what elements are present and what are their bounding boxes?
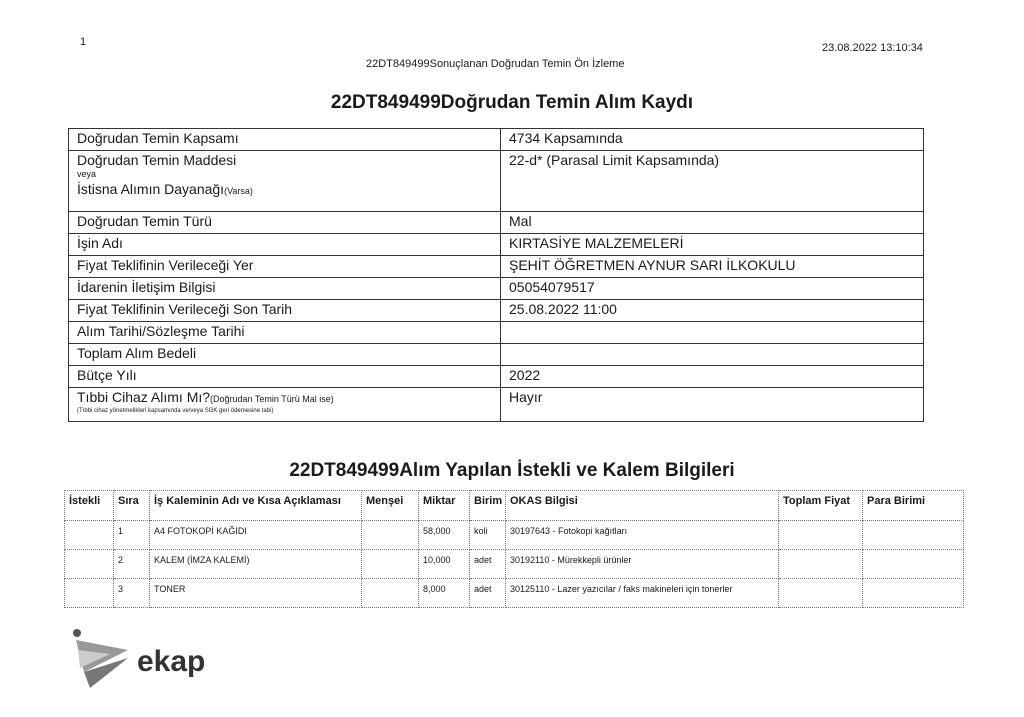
cell-qty: 58,000 bbox=[419, 521, 470, 550]
col-header-name: İş Kaleminin Adı ve Kısa Açıklaması bbox=[150, 491, 362, 521]
purchase-date-value bbox=[501, 322, 924, 344]
budget-value: 2022 bbox=[501, 366, 924, 388]
items-header-row bbox=[65, 491, 964, 521]
cell-unit: adet bbox=[470, 579, 506, 608]
record-title: 22DT849499Doğrudan Temin Alım Kaydı bbox=[330, 92, 694, 113]
cell-qty: 8,000 bbox=[419, 579, 470, 608]
cell-unit: adet bbox=[470, 550, 506, 579]
col-header-origin: Menşei bbox=[362, 491, 419, 521]
cell-origin bbox=[362, 521, 419, 550]
purchase-date-label: Alım Tarihi/Sözleşme Tarihi bbox=[69, 322, 501, 344]
cell-total bbox=[779, 521, 863, 550]
contact-label: İdarenin İletişim Bilgisi bbox=[69, 278, 501, 300]
table-row bbox=[65, 550, 964, 579]
cell-name: KALEM (İMZA KALEMİ) bbox=[150, 550, 362, 579]
medical-note: (Doğrudan Temin Türü Mal ise) bbox=[210, 394, 334, 404]
total-value bbox=[501, 344, 924, 366]
col-header-total: Toplam Fiyat bbox=[779, 491, 863, 521]
cell-currency bbox=[863, 521, 964, 550]
article-label: Doğrudan Temin Maddesi bbox=[77, 152, 237, 168]
exception-label: İstisna Alımın Dayanağı bbox=[77, 181, 225, 197]
scope-label: Doğrudan Temin Kapsamı bbox=[69, 129, 501, 151]
col-header-bidder: İstekli bbox=[65, 491, 114, 521]
print-header: 22DT849499Sonuçlanan Doğrudan Temin Ön İzleme bbox=[366, 58, 625, 70]
place-value: ŞEHİT ÖĞRETMEN AYNUR SARI İLKOKULU bbox=[501, 256, 924, 278]
exception-note: (Varsa) bbox=[224, 186, 253, 196]
cell-no: 3 bbox=[114, 579, 150, 608]
article-value: 22-d* (Parasal Limit Kapsamında) bbox=[501, 151, 924, 212]
type-value: Mal bbox=[501, 212, 924, 234]
table-row bbox=[65, 521, 964, 550]
cell-okas: 30125110 - Lazer yazıcılar / faks makineleri için tonerler bbox=[506, 579, 779, 608]
items-table bbox=[64, 490, 964, 608]
medical-label-cell bbox=[69, 388, 501, 422]
medical-label-line bbox=[77, 388, 500, 408]
cell-total bbox=[779, 550, 863, 579]
cell-currency bbox=[863, 579, 964, 608]
cell-origin bbox=[362, 550, 419, 579]
budget-label: Bütçe Yılı bbox=[69, 366, 501, 388]
cell-bidder bbox=[65, 521, 114, 550]
contact-value: 05054079517 bbox=[501, 278, 924, 300]
cell-no: 1 bbox=[114, 521, 150, 550]
job-value: KIRTASİYE MALZEMELERİ bbox=[501, 234, 924, 256]
cell-currency bbox=[863, 550, 964, 579]
col-header-unit: Birim bbox=[470, 491, 506, 521]
deadline-value: 25.08.2022 11:00 bbox=[501, 300, 924, 322]
cell-name: A4 FOTOKOPİ KAĞIDI bbox=[150, 521, 362, 550]
cell-name: TONER bbox=[150, 579, 362, 608]
article-or: veya bbox=[77, 169, 97, 179]
cell-unit: koli bbox=[470, 521, 506, 550]
items-title: 22DT849499Alım Yapılan İstekli ve Kalem Bilgileri bbox=[289, 460, 735, 481]
ekap-logo-text: ekap bbox=[137, 645, 206, 678]
job-label: İşin Adı bbox=[69, 234, 501, 256]
cell-no: 2 bbox=[114, 550, 150, 579]
col-header-okas: OKAS Bilgisi bbox=[506, 491, 779, 521]
record-table bbox=[68, 128, 924, 422]
cell-okas: 30197643 - Fotokopi kağıtları bbox=[506, 521, 779, 550]
scope-value: 4734 Kapsamında bbox=[501, 129, 924, 151]
total-label: Toplam Alım Bedeli bbox=[69, 344, 501, 366]
table-row bbox=[65, 579, 964, 608]
cell-bidder bbox=[65, 550, 114, 579]
page-number: 1 bbox=[80, 36, 87, 48]
cell-total bbox=[779, 579, 863, 608]
medical-subnote: (Tıbbi cihaz yönetmelikleri kapsamında ve/veya SGK geri ödemesine tabi) bbox=[77, 408, 274, 414]
col-header-no: Sıra bbox=[114, 491, 150, 521]
exception-label-line bbox=[77, 180, 500, 200]
place-label: Fiyat Teklifinin Verileceği Yer bbox=[69, 256, 501, 278]
cell-bidder bbox=[65, 579, 114, 608]
type-label: Doğrudan Temin Türü bbox=[69, 212, 501, 234]
cell-origin bbox=[362, 579, 419, 608]
article-label-cell bbox=[69, 151, 501, 212]
deadline-label: Fiyat Teklifinin Verileceği Son Tarih bbox=[69, 300, 501, 322]
print-date: 23.08.2022 13:10:34 bbox=[822, 42, 923, 54]
medical-label: Tıbbi Cihaz Alımı Mı? bbox=[77, 389, 211, 405]
medical-value: Hayır bbox=[501, 388, 924, 422]
col-header-qty: Miktar bbox=[419, 491, 470, 521]
cell-okas: 30192110 - Mürekkepli ürünler bbox=[506, 550, 779, 579]
cell-qty: 10,000 bbox=[419, 550, 470, 579]
col-header-currency: Para Birimi bbox=[863, 491, 964, 521]
